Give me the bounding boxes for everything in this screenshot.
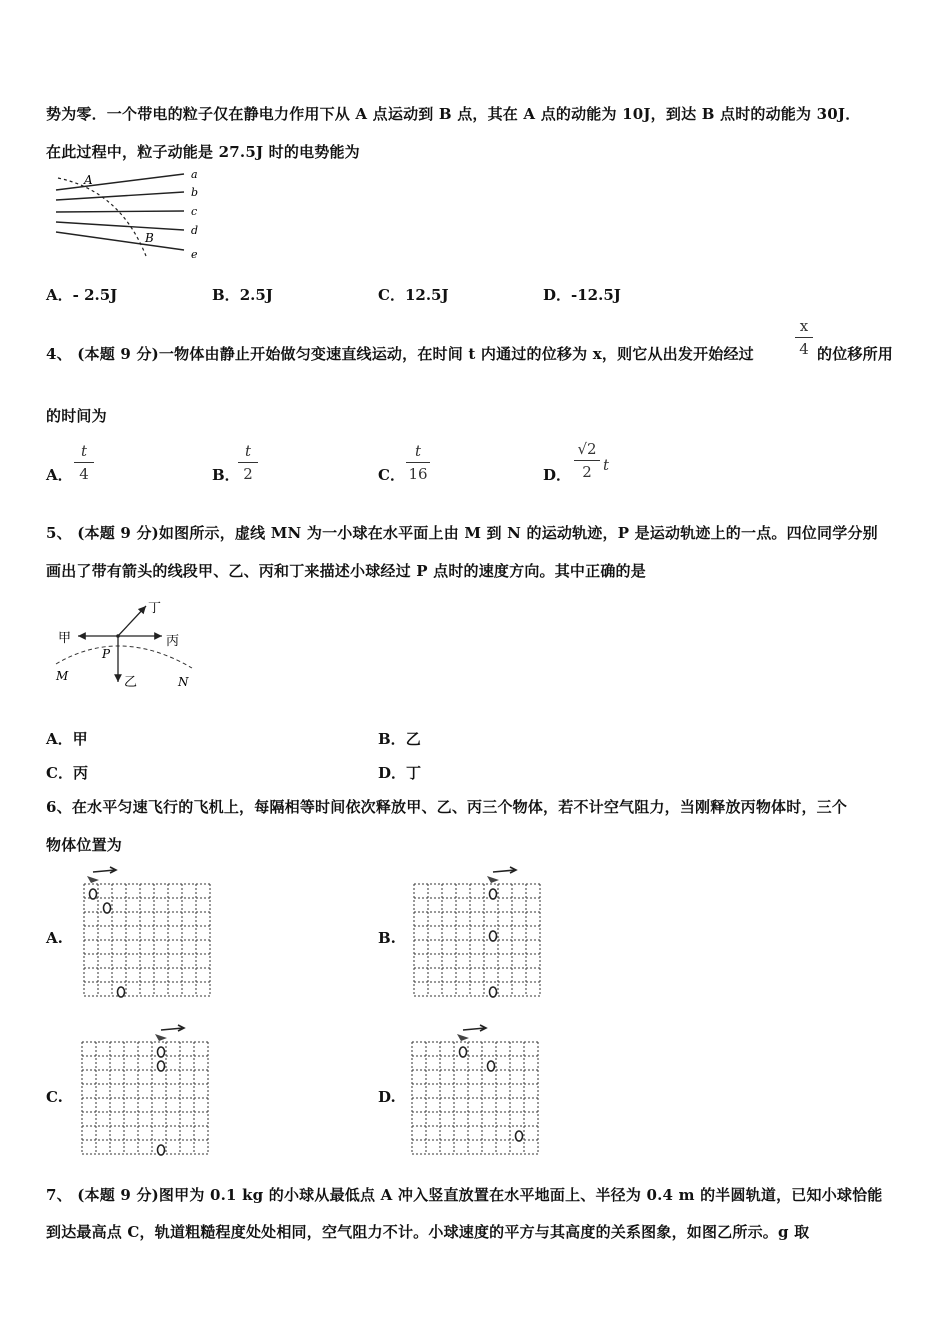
q6-option-d-grid <box>408 1024 542 1156</box>
label-jia: 甲 <box>58 631 72 646</box>
falling-object-icon <box>490 987 497 997</box>
falling-object-icon <box>488 1061 495 1071</box>
falling-object-icon <box>158 1047 165 1057</box>
label-N: N <box>178 675 189 689</box>
q4-option-d-fraction: √2 2 <box>574 440 600 481</box>
falling-object-icon <box>158 1061 165 1071</box>
q4-option-a-fraction: t 4 <box>74 442 94 483</box>
q4-option-d-suffix: t <box>603 456 610 474</box>
q3-option-d[interactable]: D．-12.5J <box>543 286 621 304</box>
q3-option-a[interactable]: A．- 2.5J <box>46 286 118 304</box>
label-line-c: c <box>191 205 198 218</box>
q3-text-line1: 势为零．一个带电的粒子仅在静电力作用下从 A 点运动到 B 点，其在 A 点的动能为 10J，到达 B 点时的动能为 30J． <box>46 105 861 123</box>
falling-object-icon <box>118 987 125 997</box>
q5-text-line2: 画出了带有箭头的线段甲、乙、丙和丁来描述小球经过 P 点时的速度方向。其中正确的是 <box>46 562 646 580</box>
velocity-arrow-icon <box>493 867 516 873</box>
q3-field-lines-figure <box>50 166 210 266</box>
q6-option-c-label[interactable]: C. <box>46 1088 63 1106</box>
q6-option-d-label[interactable]: D. <box>378 1088 396 1106</box>
q4-option-b-label[interactable]: B． <box>212 466 240 484</box>
label-ding: 丁 <box>148 601 162 616</box>
q5-option-a[interactable]: A．甲 <box>46 730 88 748</box>
falling-object-icon <box>490 889 497 899</box>
q5-text-line1: 5、 (本题 9 分)如图所示，虚线 MN 为一小球在水平面上由 M 到 N 的运动轨迹，P 是运动轨迹上的一点。四位同学分别 <box>46 524 878 542</box>
airplane-icon <box>487 876 499 883</box>
falling-object-icon <box>516 1131 523 1141</box>
label-point-A: A <box>84 173 93 187</box>
q7-text-line2: 到达最高点 C，轨道粗糙程度处处相同，空气阻力不计。小球速度的平方与其高度的关系图象，如图乙所示。g 取 <box>46 1223 810 1241</box>
q6-option-b-grid <box>410 866 544 998</box>
q5-option-c[interactable]: C．丙 <box>46 764 88 782</box>
q4-option-d-label[interactable]: D． <box>543 466 572 484</box>
q5-option-d[interactable]: D．丁 <box>378 764 422 782</box>
falling-object-icon <box>490 931 497 941</box>
q3-text-line2: 在此过程中，粒子动能是 27.5J 时的电势能为 <box>46 143 360 161</box>
label-line-e: e <box>191 248 198 261</box>
label-P: P <box>102 647 111 661</box>
label-yi: 乙 <box>124 675 138 690</box>
velocity-arrow-icon <box>93 867 116 873</box>
airplane-icon <box>155 1034 167 1041</box>
q5-option-b[interactable]: B．乙 <box>378 730 421 748</box>
falling-object-icon <box>104 903 111 913</box>
q3-option-b[interactable]: B．2.5J <box>212 286 273 304</box>
q5-velocity-figure <box>50 596 210 696</box>
falling-object-icon <box>158 1145 165 1155</box>
q6-option-c-grid <box>78 1024 212 1156</box>
q6-option-a-grid <box>80 866 214 998</box>
q4-text-line2: 的时间为 <box>46 407 107 425</box>
q4-text-line1-end: 的位移所用 <box>817 345 894 363</box>
falling-object-icon <box>460 1047 467 1057</box>
falling-object-icon <box>90 889 97 899</box>
velocity-arrow-icon <box>463 1025 486 1031</box>
q6-text-line1: 6、在水平匀速飞行的飞机上，每隔相等时间依次释放甲、乙、丙三个物体，若不计空气阻力，当刚释放丙物体时，三个 <box>46 798 848 816</box>
label-point-B: B <box>145 231 154 245</box>
q4-text-line1: 4、 (本题 9 分)一物体由静止开始做匀变速直线运动，在时间 t 内通过的位移为 x，则它从出发开始经过 <box>46 345 754 363</box>
q4-fraction-x-over-4: x 4 <box>795 317 813 358</box>
label-line-a: a <box>191 168 198 181</box>
q6-option-b-label[interactable]: B. <box>378 929 396 947</box>
q4-option-c-label[interactable]: C． <box>378 466 405 484</box>
q6-option-a-label[interactable]: A. <box>46 929 63 947</box>
q6-text-line2: 物体位置为 <box>46 836 123 854</box>
q4-option-a-label[interactable]: A． <box>46 466 73 484</box>
airplane-icon <box>87 876 99 883</box>
velocity-arrow-icon <box>161 1025 184 1031</box>
label-M: M <box>56 669 69 683</box>
label-bing: 丙 <box>166 634 180 649</box>
label-line-d: d <box>191 224 199 237</box>
q7-text-line1: 7、 (本题 9 分)图甲为 0.1 kg 的小球从最低点 A 冲入竖直放置在水平地面上、半径为 0.4 m 的半圆轨道，已知小球恰能 <box>46 1186 883 1204</box>
q3-option-c[interactable]: C．12.5J <box>378 286 449 304</box>
airplane-icon <box>457 1034 469 1041</box>
label-line-b: b <box>191 186 199 199</box>
q4-option-c-fraction: t 16 <box>406 442 430 483</box>
q4-option-b-fraction: t 2 <box>238 442 258 483</box>
